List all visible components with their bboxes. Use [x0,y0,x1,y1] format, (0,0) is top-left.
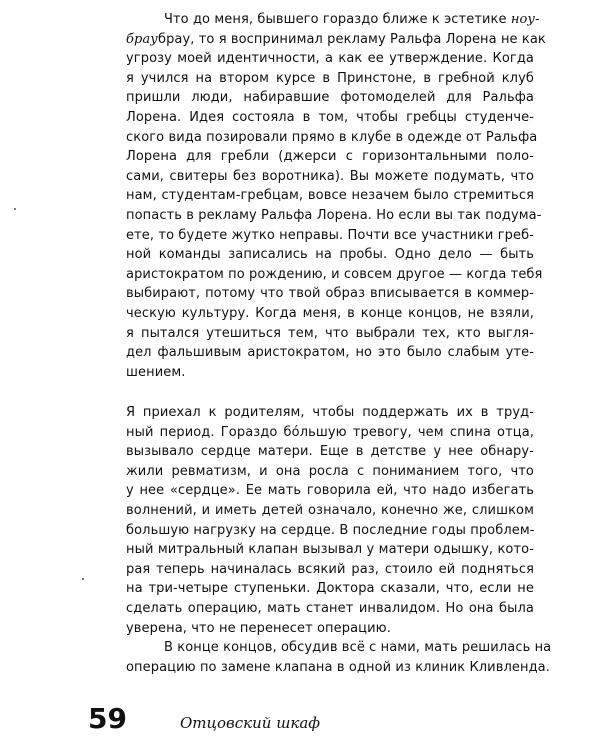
text-line: угрозу моей идентичности, а как ее утверждение. Когда [126,51,534,67]
text-line: большую нагрузку на сердце. В последние годы проблем- [126,522,535,538]
text-line: ный митральный клапан вызывал у матери одышку, кото- [126,542,534,558]
text-line: рая теперь начиналась всякий раз, стоило ей подняться [126,561,534,577]
text-line: выбирают, потому что твой образ вписывается в коммер- [126,286,534,302]
print-speck [14,208,16,210]
text-line: ского вида позировали прямо в клубе в одежде от Ральфа [126,129,538,145]
text-line: шением. [126,364,186,380]
text-line: Что до меня, бывшего гораздо ближе к эстетике ноу- [164,12,540,27]
text-line: волнений, и иметь детей означало, конечно же, слишком [126,502,534,518]
paragraph-2 [126,403,552,677]
text-line: ный период. Гораздо бóльшую тревогу, чем спина отца, [126,424,534,440]
text-line: сделать операцию, мать станет инвалидом. Но она была [126,600,534,616]
text-line: вызывало сердце матери. Еще в детстве у нее обнару- [126,444,534,460]
paragraph-1 [126,10,546,382]
text-line: браубрау, то я воспринимал рекламу Ральфа Лорена не как [126,31,546,47]
running-title: Отцовский шкаф [180,714,321,732]
text-line: я пытался утешиться тем, что выбрали тех, кто выгля- [126,325,534,341]
text-line: попасть в рекламу Ральфа Лорена. Но если вы так подума- [126,207,542,223]
text-line: я учился на втором курсе в Принстоне, в гребной клуб [126,70,534,86]
text-line: сами, свитеры без воротника). Вы можете подумать, что [126,168,534,184]
text-line: жили ревматизм, и она росла с пониманием того, что [126,463,534,479]
text-line: на три-четыре ступеньки. Доктора сказали, что, если не [126,581,534,597]
text-line: нам, студентам-гребцам, вовсе незачем было стремиться [126,188,534,204]
text-line: В конце концов, обсудив всё с нами, мать решилась на [164,640,552,656]
text-line: ческую культуру. Когда меня, в конце концов, не взяли, [126,305,534,321]
text-line: дел фальшивым аристократом, но это было слабым уте- [126,345,534,361]
text-line: Лорена. Идея состояла в том, чтобы гребцы студенче- [126,109,534,125]
page-number: 59 [88,702,127,735]
text-line: аристократом по рождению, и совсем другое — когда тебя [126,266,543,282]
text-line: Я приехал к родителям, чтобы поддержать их в труд- [126,405,534,420]
italic-word: ноу- [510,12,540,27]
italic-word: брау [126,31,158,47]
text-line: ной команды записались на пробы. Одно дело — быть [126,247,534,263]
text-line: Лорена для гребли (джерси с горизонтальными поло- [126,149,534,165]
print-speck [82,578,84,580]
text-line: операцию по замене клапана в одной из клиник Кливленда. [126,659,550,675]
text-line: уверена, что не перенесет операцию. [126,620,391,636]
text-line: у нее «сердце». Ее мать говорила ей, что надо избегать [126,483,534,499]
text-line: пришли люди, набиравшие фотомоделей для Ральфа [126,90,534,106]
text-line: ете, то будете жутко неправы. Почти все участники греб- [126,227,534,243]
